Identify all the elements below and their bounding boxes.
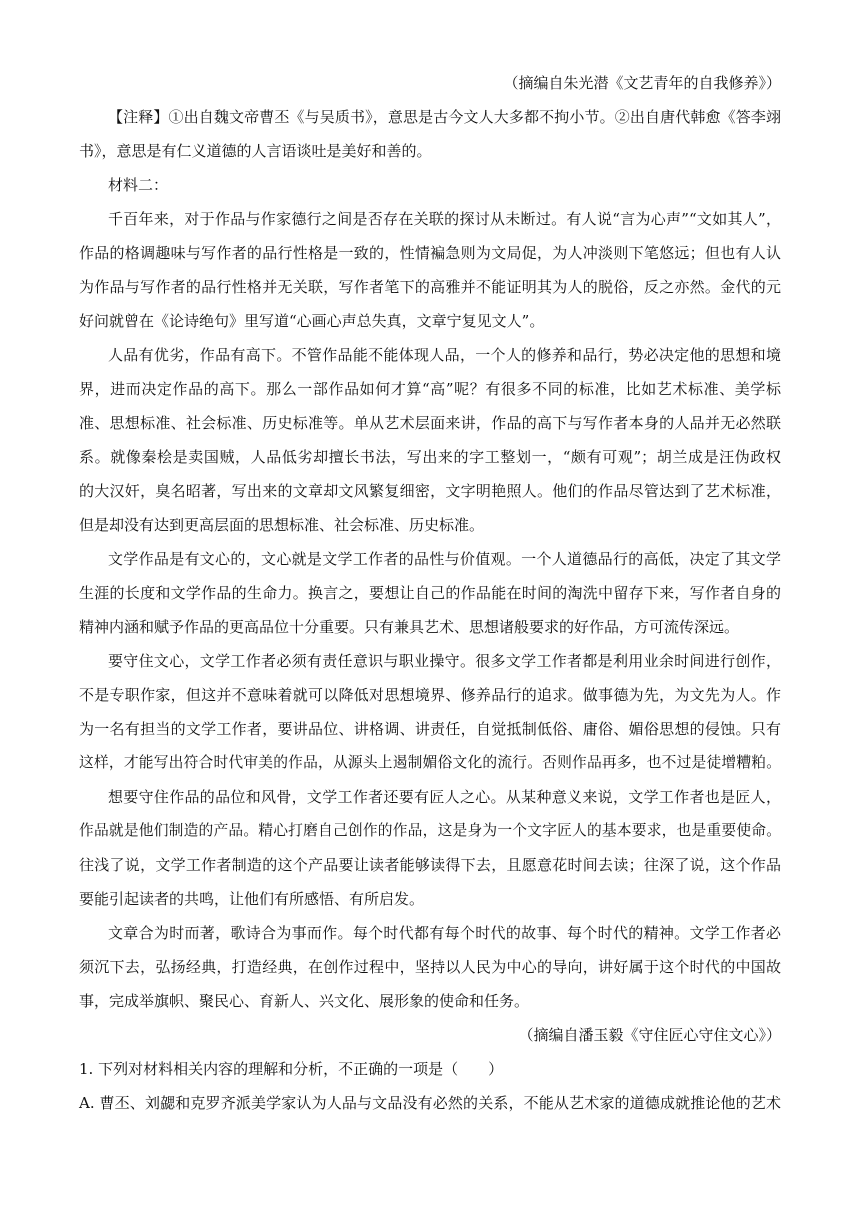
paragraph-2-line-6: 但是却没有达到更高层面的思想标准、社会标准、历史标准。: [79, 516, 485, 534]
source-citation-2: （摘编自潘玉毅《守住匠心守住文心》）: [518, 1026, 781, 1044]
paragraph-5-line-3: 往浅了说，文学工作者制造的这个产品要让读者能够读得下去，且愿意花时间去读；往深了说，这个作品: [79, 856, 781, 874]
material-two-heading: 材料二：: [108, 176, 169, 194]
paragraph-3-line-2: 生涯的长度和文学作品的生命力。换言之，要想让自己的作品能在时间的淘洗中留存下来，写作者自身的: [79, 584, 781, 602]
paragraph-2-line-2: 界，进而决定作品的高下。那么一部作品如何才算“高”呢？有很多不同的标准，比如艺术标准、美学标: [79, 380, 781, 398]
paragraph-4-line-3: 为一名有担当的文学工作者，要讲品位、讲格调、讲责任，自觉抵制低俗、庸俗、媚俗思想的侵蚀。只有: [79, 720, 781, 738]
paragraph-6-line-3: 事，完成举旗帜、聚民心、育新人、兴文化、展形象的使命和任务。: [79, 992, 530, 1010]
paragraph-1-line-1: 千百年来，对于作品与作家德行之间是否存在关联的探讨从未断过。有人说“言为心声”“文如其人”，: [108, 210, 781, 228]
paragraph-2-line-5: 的大汉奸，臭名昭著，写出来的文章却文风繁复细密，文字明艳照人。他们的作品尽管达到了艺术标准，: [79, 482, 781, 500]
source-citation-1: （摘编自朱光潜《文艺青年的自我修养》）: [503, 74, 781, 92]
paragraph-2-line-1: 人品有优劣，作品有高下。不管作品能不能体现人品，一个人的修养和品行，势必决定他的思想和境: [108, 346, 781, 364]
paragraph-4-line-4: 这样，才能写出符合时代审美的作品，从源头上遏制媚俗文化的流行。否则作品再多，也不过是徒增糟粕。: [79, 754, 781, 771]
paragraph-6-line-2: 须沉下去，弘扬经典，打造经典，在创作过程中，坚持以人民为中心的导向，讲好属于这个时代的中国故: [79, 958, 781, 976]
paragraph-2-line-3: 准、思想标准、社会标准、历史标准等。单从艺术层面来讲，作品的高下与写作者本身的人品并无必然联: [79, 414, 781, 432]
paragraph-1-line-3: 为作品与写作者的品行性格并无关联，写作者笔下的高雅并不能证明其为人的脱俗，反之亦然。金代的元: [79, 278, 781, 296]
paragraph-3-line-1: 文学作品是有文心的，文心就是文学工作者的品性与价值观。一个人道德品行的高低，决定了其文学: [108, 550, 781, 568]
paragraph-4-line-2: 不是专职作家，但这并不意味着就可以降低对思想境界、修养品行的追求。做事德为先，为文先为人。作: [79, 686, 781, 704]
paragraph-1-line-2: 作品的格调趣味与写作者的品行性格是一致的，性情褊急则为文局促，为人冲淡则下笔悠远；但也有人认: [79, 244, 781, 262]
question-1-stem: 1. 下列对材料相关内容的理解和分析，不正确的一项是（ ）: [79, 1060, 504, 1078]
paragraph-5-line-4: 要能引起读者的共鸣，让他们有所感悟、有所启发。: [79, 890, 425, 908]
annotation-line-2: 书》，意思是有仁义道德的人言语谈吐是美好和善的。: [79, 142, 432, 160]
question-1-option-a: A. 曹丕、刘勰和克罗齐派美学家认为人品与文品没有必然的关系，不能从艺术家的道德成就推论他的艺术: [79, 1094, 781, 1112]
paragraph-2-line-4: 系。就像秦桧是卖国贼，人品低劣却擅长书法，写出来的字工整划一，“颇有可观”；胡兰成是汪伪政权: [79, 448, 781, 466]
paragraph-3-line-3: 精神内涵和赋予作品的更高品位十分重要。只有兼具艺术、思想诸般要求的好作品，方可流传深远。: [79, 618, 740, 636]
paragraph-5-line-2: 作品就是他们制造的产品。精心打磨自己创作的作品，这是身为一个文字匠人的基本要求，也是重要使命。: [79, 822, 781, 839]
paragraph-4-line-1: 要守住文心，文学工作者必须有责任意识与职业操守。很多文学工作者都是利用业余时间进行创作，: [108, 652, 781, 670]
annotation-line-1: 【注释】①出自魏文帝曹丕《与吴质书》，意思是古今文人大多都不拘小节。②出自唐代韩愈《答李翊: [108, 108, 781, 126]
paragraph-5-line-1: 想要守住作品的品位和风骨，文学工作者还要有匠人之心。从某种意义来说，文学工作者也是匠人，: [108, 788, 781, 806]
paragraph-1-line-4: 好问就曾在《论诗绝句》里写道“心画心声总失真，文章宁复见文人”。: [79, 312, 545, 330]
paragraph-6-line-1: 文章合为时而著，歌诗合为事而作。每个时代都有每个时代的故事、每个时代的精神。文学工作者必: [108, 924, 781, 942]
